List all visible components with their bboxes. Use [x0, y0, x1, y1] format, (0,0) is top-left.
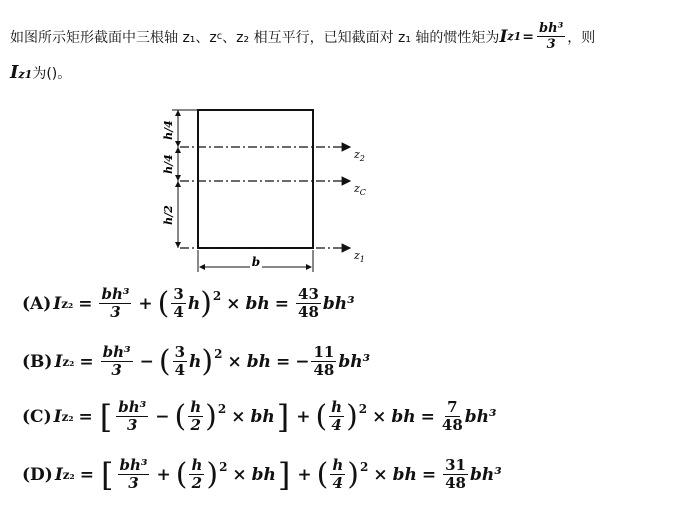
times: × — [232, 464, 247, 485]
result-fraction — [442, 400, 463, 433]
bh-term: bh — [251, 464, 276, 485]
iz1-denominator: 3 — [546, 37, 556, 52]
denominator: 4 — [332, 474, 344, 492]
axis-z1-label: $z_1$ — [354, 249, 365, 264]
left-paren-2: ( — [316, 456, 329, 492]
section-rectangle — [198, 110, 313, 248]
equals: = — [78, 293, 93, 314]
numerator: h — [190, 398, 202, 416]
equals-sign: = — [522, 28, 535, 45]
denominator: 4 — [173, 303, 184, 321]
axis-z2-label: $z_2$ — [354, 148, 365, 163]
denominator: 48 — [298, 303, 319, 321]
option-a[interactable] — [22, 287, 355, 320]
fraction-h-2 — [188, 400, 203, 433]
i-symbol: I — [53, 406, 62, 427]
fraction-3-4 — [173, 345, 187, 378]
power-2: 2 — [358, 402, 368, 416]
tail-term: bh³ — [464, 406, 497, 427]
iz1-numerator: bh³ — [539, 21, 564, 36]
fraction-3-4 — [171, 287, 185, 320]
numerator: h — [332, 456, 344, 474]
question-line-2 — [10, 62, 71, 83]
numerator: bh³ — [119, 456, 148, 474]
left-paren-2: ( — [315, 398, 328, 434]
equals: = — [79, 464, 95, 485]
numerator: 43 — [298, 285, 319, 303]
numerator: bh³ — [102, 343, 131, 361]
i-symbol: I — [54, 351, 63, 372]
label-h4-mid: h/4 — [162, 154, 175, 174]
tail-term: bh³ — [338, 351, 371, 372]
right-paren-2: ) — [347, 456, 359, 492]
bh-term: bh — [245, 293, 270, 314]
denominator: 4 — [331, 416, 342, 434]
plus: + — [296, 406, 311, 427]
line2-subscript: z1 — [18, 68, 33, 81]
option-c[interactable] — [22, 397, 497, 436]
denominator: 4 — [174, 361, 186, 379]
label-h2: h/2 — [162, 205, 175, 225]
power: 2 — [219, 460, 228, 474]
axis-zc-label: $z_C$ — [354, 182, 366, 197]
denominator: 3 — [110, 303, 121, 321]
fraction-h-4 — [330, 458, 345, 491]
power: 2 — [212, 289, 222, 303]
times: × — [226, 293, 241, 314]
operator: + — [156, 464, 171, 485]
minus-sign: − — [295, 351, 310, 372]
fraction-h-4 — [329, 400, 344, 433]
power-2: 2 — [360, 460, 369, 474]
numerator: 3 — [174, 343, 186, 361]
result-fraction — [311, 345, 336, 378]
numerator: 7 — [447, 398, 458, 416]
equals-2: = — [275, 351, 291, 372]
label-h4-top: h/4 — [162, 120, 175, 140]
plus: + — [297, 464, 312, 485]
times: × — [231, 406, 246, 427]
times-2: × — [372, 406, 387, 427]
i-subscript: z₂ — [61, 296, 74, 311]
option-label: (C) — [22, 406, 52, 427]
numerator: 31 — [445, 456, 466, 474]
left-bracket: [ — [101, 455, 114, 494]
power: 2 — [217, 402, 227, 416]
option-b[interactable] — [22, 345, 370, 378]
right-paren: ) — [206, 456, 219, 492]
line2-text: 为()。 — [32, 66, 72, 82]
numerator: h — [191, 456, 203, 474]
i-symbol: I — [53, 293, 62, 314]
left-paren: ( — [157, 285, 170, 321]
right-paren: ) — [205, 398, 217, 434]
cross-section-figure — [150, 100, 390, 280]
label-b: b — [251, 255, 261, 269]
option-d[interactable] — [22, 455, 502, 494]
operator: + — [138, 293, 153, 314]
times-2: × — [373, 464, 388, 485]
bh-term: bh — [250, 406, 275, 427]
numerator: 3 — [173, 285, 184, 303]
question-text-before: 如图所示矩形截面中三根轴 z₁、z — [10, 29, 217, 46]
denominator: 48 — [445, 474, 466, 492]
right-paren: ) — [201, 343, 214, 379]
numerator: h — [331, 398, 343, 416]
var-h: h — [189, 351, 202, 372]
fraction-bh3-3 — [101, 345, 133, 378]
right-paren-2: ) — [346, 398, 358, 434]
iz1-symbol: I — [499, 26, 508, 47]
i-subscript: z₂ — [62, 467, 75, 482]
fraction-h-2 — [189, 458, 204, 491]
denominator: 3 — [128, 474, 139, 492]
numerator: 11 — [313, 343, 335, 361]
i-subscript: z₂ — [62, 354, 75, 369]
question-text-end: ，则 — [567, 29, 596, 46]
bh-term-2: bh — [392, 464, 417, 485]
tail-term: bh³ — [469, 464, 502, 485]
denominator: 2 — [190, 416, 201, 434]
denominator: 3 — [127, 416, 138, 434]
right-paren: ) — [200, 285, 212, 321]
var-h: h — [187, 293, 201, 314]
equals: = — [79, 351, 94, 372]
result-fraction — [443, 458, 468, 491]
line2-symbol: I — [10, 62, 19, 83]
question-text-mid: 、z₂ 相互平行，已知截面对 z₁ 轴的惯性矩为 — [222, 29, 500, 46]
option-label: (A) — [22, 293, 52, 314]
operator: − — [155, 406, 170, 427]
equals-2: = — [274, 293, 290, 314]
equals: = — [78, 406, 93, 427]
left-paren: ( — [158, 343, 171, 379]
option-label: (B) — [22, 351, 53, 372]
times: × — [227, 351, 242, 372]
iz1-subscript: z1 — [507, 30, 522, 43]
numerator: bh³ — [118, 398, 147, 416]
i-symbol: I — [54, 464, 63, 485]
fraction-bh3-3 — [99, 287, 131, 320]
numerator: bh³ — [101, 285, 130, 303]
result-fraction — [296, 287, 321, 320]
operator: − — [139, 351, 154, 372]
fraction-bh3-3 — [118, 458, 150, 491]
power: 2 — [214, 347, 223, 361]
right-bracket: ] — [276, 397, 290, 436]
denominator: 48 — [313, 361, 335, 379]
equals-2: = — [421, 464, 437, 485]
fraction-bh3-3 — [116, 400, 148, 433]
question-line-1 — [10, 22, 595, 51]
tail-term: bh³ — [322, 293, 355, 314]
option-label: (D) — [22, 464, 53, 485]
iz1-fraction — [537, 22, 565, 51]
bh-term: bh — [246, 351, 271, 372]
right-bracket: ] — [277, 455, 291, 494]
i-subscript: z₂ — [61, 409, 74, 424]
denominator: 3 — [111, 361, 122, 379]
denominator: 48 — [441, 416, 463, 434]
equals-2: = — [420, 406, 435, 427]
left-paren: ( — [174, 398, 187, 434]
bh-term-2: bh — [391, 406, 416, 427]
left-paren: ( — [175, 456, 188, 492]
left-bracket: [ — [99, 397, 113, 436]
denominator: 2 — [191, 474, 203, 492]
zc-subscript: c — [216, 31, 223, 42]
